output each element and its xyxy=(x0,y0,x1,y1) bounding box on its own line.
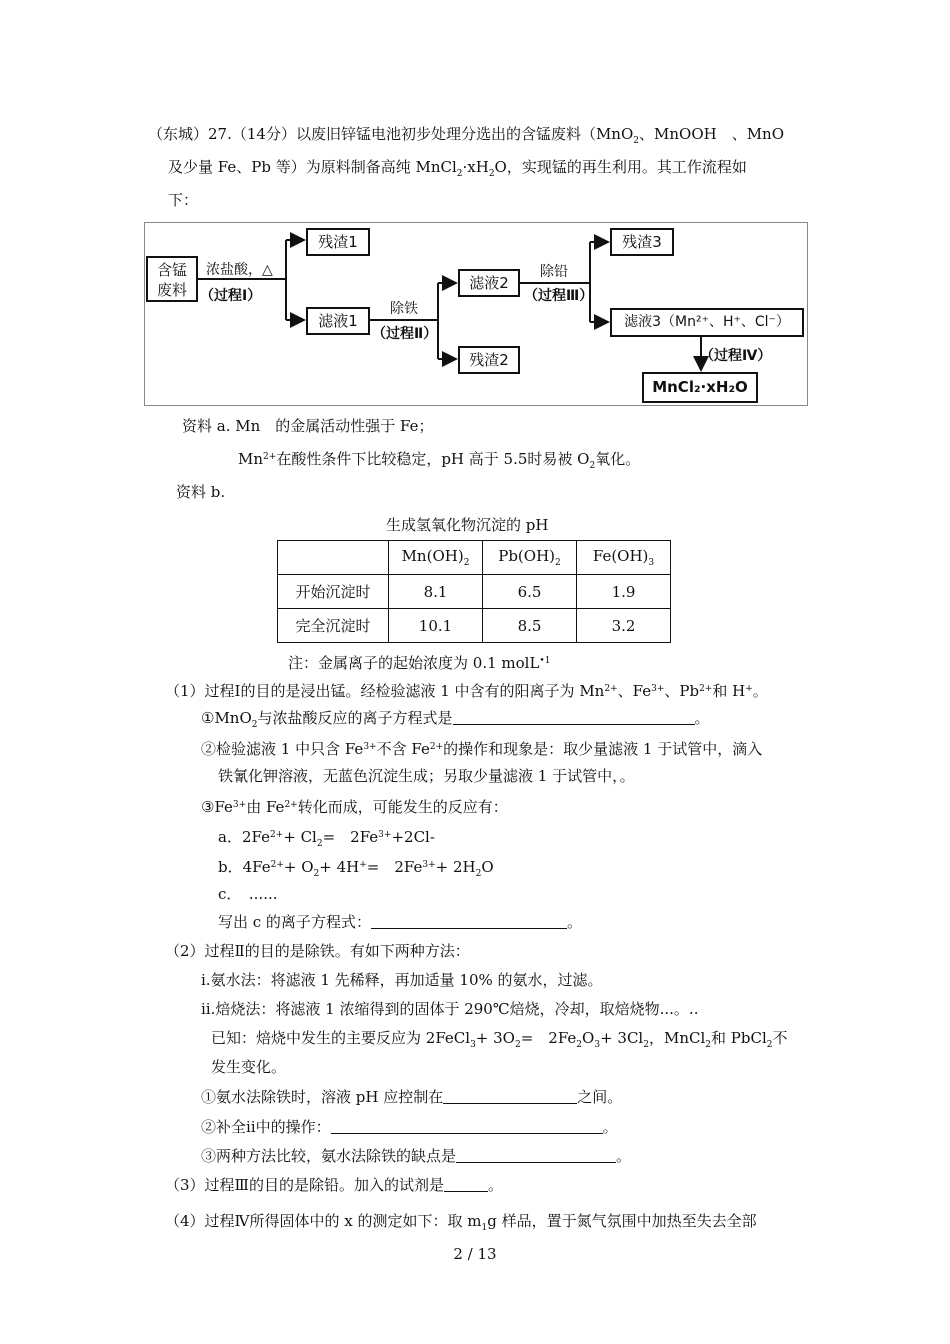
q1-reaction-a: a．$2Fe^{2+}+ Cl_2=$ $2Fe^{3+}+2Cl-$ xyxy=(218,828,435,849)
answer-blank[interactable] xyxy=(444,1177,488,1192)
flow-step2-reagent: 除铁 xyxy=(390,301,418,317)
question-header-line2: 及少量 Fe、Pb 等）为原料制备高纯 $MnCl_2\cdot xH_2O$，实现锰的再生利用。其工作流程如 xyxy=(168,158,747,179)
answer-blank[interactable] xyxy=(443,1089,577,1104)
table-cell: 10.1 xyxy=(389,609,483,643)
page-number: 2 / 13 xyxy=(453,1245,497,1263)
flow-raw-material: 含锰 废料 xyxy=(146,256,198,302)
answer-blank[interactable] xyxy=(371,914,567,929)
flow-filtrate1: 滤液1 xyxy=(306,307,370,335)
flow-step2-label: （过程Ⅱ） xyxy=(372,326,438,342)
table-row xyxy=(278,609,671,643)
q2-known-line2: 发生变化。 xyxy=(211,1058,287,1076)
flow-step3-label: （过程Ⅲ） xyxy=(524,288,594,304)
table-corner-cell xyxy=(278,541,389,575)
table-col-header: $Pb(OH)_2$ xyxy=(483,541,577,575)
question-header-line3: 下： xyxy=(168,191,199,209)
q1-sub1: ①MnO$_2$与浓盐酸反应的离子方程式是 。 xyxy=(201,709,710,730)
table-cell: 8.5 xyxy=(483,609,577,643)
table-cell: 6.5 xyxy=(483,575,577,609)
q2-intro: （2）过程Ⅱ的目的是除铁。有如下两种方法： xyxy=(165,942,470,960)
info-a1: 资料 a. Mn 的金属活动性强于 Fe； xyxy=(182,417,434,435)
info-b: 资料 b. xyxy=(176,483,226,501)
table-cell: 3.2 xyxy=(577,609,671,643)
table-cell: 1.9 xyxy=(577,575,671,609)
flow-step4-label: （过程Ⅳ） xyxy=(700,348,772,364)
table-caption: 生成氢氧化物沉淀的 pH xyxy=(386,516,549,534)
q1-sub3: $③Fe^{3+}$由 $Fe^{2+}$转化而成，可能发生的反应有： xyxy=(201,798,508,816)
q1-reaction-c: c． ...... xyxy=(218,885,278,903)
q3: （3）过程Ⅲ的目的是除铅。加入的试剂是 。 xyxy=(165,1176,504,1194)
q2-sub1: ①氨水法除铁时，溶液 pH 应控制在 之间。 xyxy=(201,1088,623,1106)
table-row xyxy=(278,575,671,609)
row-label: 开始沉淀时 xyxy=(278,575,389,609)
flow-residue3: 残渣3 xyxy=(610,228,674,256)
answer-blank[interactable] xyxy=(456,1148,616,1163)
q2-method1: ⅰ.氨水法：将滤液 1 先稀释，再加适量 10% 的氨水，过滤。 xyxy=(201,971,603,989)
answer-blank[interactable] xyxy=(331,1119,603,1134)
table-col-header: $Mn(OH)_2$ xyxy=(389,541,483,575)
table-note: 注：金属离子的起始浓度为 0.1 molL$^{•1}$ xyxy=(288,654,551,672)
q4: （4）过程Ⅳ所得固体中的 x 的测定如下：取 $m_1g$ 样品，置于氮气氛围中加热至失去全部 xyxy=(165,1212,757,1233)
info-a2: $Mn^{2+}$在酸性条件下比较稳定，pH 高于 5.5时易被 $O_2$氧化。 xyxy=(238,450,641,471)
q1-sub2-line1: ②检验滤液 1 中只含 $Fe^{3+}$不含 $Fe^{2+}$的操作和现象是：取少量滤液 1 于试管中，滴入 xyxy=(201,740,763,758)
answer-blank[interactable] xyxy=(453,710,695,725)
q2-sub2: ②补全ⅱ中的操作： 。 xyxy=(201,1118,618,1136)
flow-residue1: 残渣1 xyxy=(306,228,370,256)
flow-step1-label: （过程Ⅰ） xyxy=(200,288,262,304)
q2-known-line1: 已知：焙烧中发生的主要反应为 2FeCl$_3$+ $3O_2=$ $2Fe_2O_3+ 3Cl_2$，MnCl$_2$和 PbCl$_2$不 xyxy=(211,1029,788,1050)
question-header-line1: （东城）27.（14分）以废旧锌锰电池初步处理分选出的含锰废料（MnO$_2$、MnOOH 、MnO xyxy=(148,125,785,146)
q2-method2: ⅱ.焙烧法：将滤液 1 浓缩得到的固体于 290℃焙烧，冷却，取焙烧物...。.. xyxy=(201,1000,699,1018)
q1-sub2-line2: 铁氰化钾溶液，无蓝色沉淀生成；另取少量滤液 1 于试管中，。 xyxy=(218,767,635,785)
q1-write-c: 写出 c 的离子方程式： 。 xyxy=(218,913,582,931)
flow-product: MnCl₂·xH₂O xyxy=(642,372,758,403)
flow-filtrate2: 滤液2 xyxy=(458,269,520,297)
ph-table xyxy=(277,540,671,643)
flow-step3-reagent: 除铅 xyxy=(540,264,568,280)
flow-filtrate3: 滤液3（Mn²⁺、H⁺、Cl⁻） xyxy=(610,308,804,337)
q1-reaction-b: b．$4Fe^{2+}+ O_2+ 4H^+=$ $2Fe^{3+}+ 2H_2O$ xyxy=(218,858,494,879)
table-col-header: $Fe(OH)_3$ xyxy=(577,541,671,575)
process-flowchart xyxy=(144,222,808,406)
table-header-row xyxy=(278,541,671,575)
q1-intro: （1）过程Ⅰ的目的是浸出锰。经检验滤液 1 中含有的阳离子为 $Mn^{2+}$、$Fe^{3+}$、$Pb^{2+}$和 H+。 xyxy=(165,682,768,700)
q2-sub3: ③两种方法比较，氨水法除铁的缺点是 。 xyxy=(201,1147,632,1165)
row-label: 完全沉淀时 xyxy=(278,609,389,643)
table-cell: 8.1 xyxy=(389,575,483,609)
flow-step1-reagent: 浓盐酸，△ xyxy=(206,262,273,278)
flow-residue2: 残渣2 xyxy=(458,346,520,374)
